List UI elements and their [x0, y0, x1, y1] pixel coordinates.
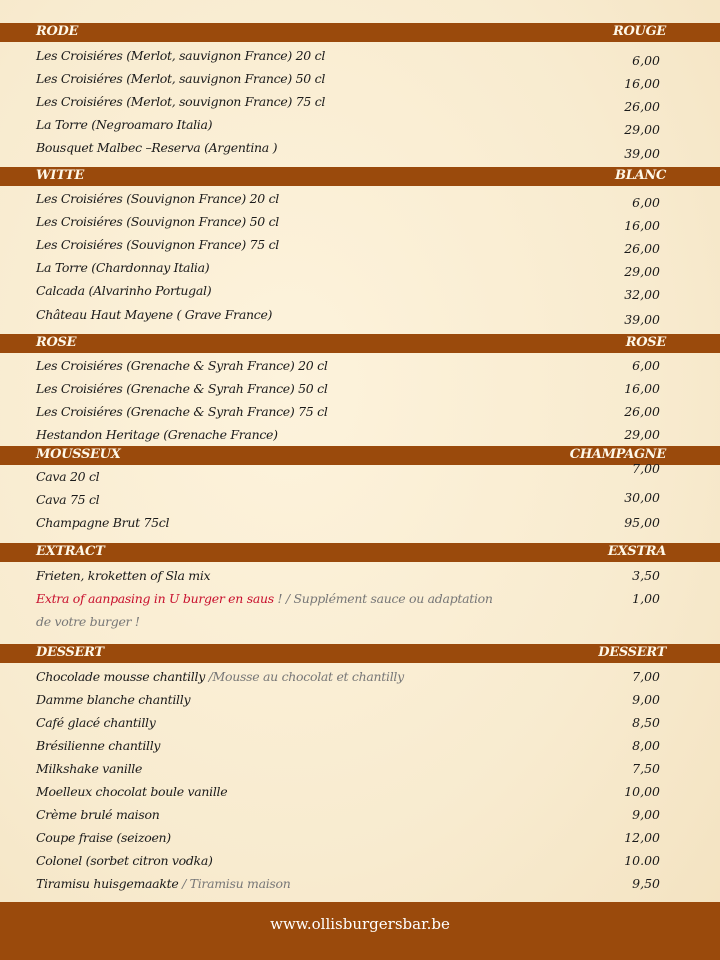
item-name: Tiramisu huisgemaakte — [36, 876, 179, 891]
section-header — [0, 543, 720, 562]
item-note: / Tiramisu maison — [178, 876, 291, 891]
section-title-nl: RODE — [36, 24, 79, 39]
item-price: 30,00 — [624, 490, 660, 505]
section-title-fr: EXSTRA — [607, 544, 666, 559]
item-note: /Mousse au chocolat et chantilly — [204, 669, 404, 684]
menu-item — [36, 715, 155, 731]
item-name: Les Croisiéres (Souvignon France) 20 cl — [36, 191, 279, 206]
item-name: Chocolade mousse chantilly — [36, 669, 205, 684]
menu-item — [36, 191, 279, 207]
menu-item — [36, 469, 99, 485]
item-name: Cava 75 cl — [36, 492, 100, 507]
section-header — [0, 446, 720, 465]
item-name: Hestandon Heritage (Grenache France) — [36, 427, 278, 442]
item-price: 3,50 — [632, 568, 660, 583]
item-price: 6,00 — [632, 53, 660, 68]
item-price: 7,50 — [632, 761, 660, 776]
item-price: 6,00 — [632, 195, 660, 210]
item-price: 39,00 — [624, 312, 660, 327]
item-name: Les Croisiéres (Grenache & Syrah France) 50 cl — [36, 381, 328, 396]
menu-item — [36, 738, 160, 754]
menu-item — [36, 381, 328, 397]
item-price: 16,00 — [624, 381, 660, 396]
item-price: 9,00 — [632, 807, 660, 822]
item-price: 26,00 — [624, 404, 660, 419]
item-name: Brésilienne chantilly — [36, 738, 161, 753]
item-name: Milkshake vanille — [36, 761, 143, 776]
menu-item — [36, 591, 493, 607]
item-name: Colonel (sorbet citron vodka) — [36, 853, 213, 868]
item-name: Extra of aanpasing in U burger en saus — [36, 591, 274, 606]
section-title-nl: WITTE — [36, 168, 84, 183]
item-price: 9,50 — [632, 876, 660, 891]
section-title-fr: ROUGE — [613, 24, 666, 39]
item-name: Les Croisiéres (Grenache & Syrah France) 20 cl — [36, 358, 328, 373]
item-name: Cava 20 cl — [36, 469, 100, 484]
menu-item — [36, 117, 212, 133]
website-link[interactable]: www.ollisburgersbar.be — [270, 915, 450, 933]
item-price: 29,00 — [624, 427, 660, 442]
item-name: Calcada (Alvarinho Portugal) — [36, 283, 212, 298]
item-name: La Torre (Chardonnay Italia) — [36, 260, 210, 275]
item-name: Château Haut Mayene ( Grave France) — [36, 307, 273, 322]
item-name: Coupe fraise (seizoen) — [36, 830, 171, 845]
section-header — [0, 23, 720, 42]
section-title-fr: BLANC — [615, 168, 666, 183]
section-title-nl: ROSE — [36, 335, 77, 350]
menu-item — [36, 876, 291, 892]
menu-item — [36, 614, 140, 630]
item-price: 16,00 — [624, 76, 660, 91]
item-price: 10.00 — [624, 853, 660, 868]
menu-item — [36, 568, 210, 584]
item-price: 7,00 — [632, 669, 660, 684]
item-name: Les Croisiéres (Souvignon France) 50 cl — [36, 214, 279, 229]
item-name: Les Croisiéres (Merlot, sauvignon France) 20 cl — [36, 48, 326, 63]
item-price: 8,00 — [632, 738, 660, 753]
item-price: 95,00 — [624, 515, 660, 530]
footer — [0, 902, 720, 960]
item-name: Champagne Brut 75cl — [36, 515, 170, 530]
item-name: La Torre (Negroamaro Italia) — [36, 117, 213, 132]
section-header — [0, 167, 720, 186]
item-name: Les Croisiéres (Merlot, sauvignon France) 50 cl — [36, 71, 326, 86]
item-price: 26,00 — [624, 99, 660, 114]
item-price: 26,00 — [624, 241, 660, 256]
item-price: 7,00 — [632, 461, 660, 476]
item-name: Bousquet Malbec –Reserva (Argentina ) — [36, 140, 278, 155]
item-name: Moelleux chocolat boule vanille — [36, 784, 228, 799]
section-title-nl: MOUSSEUX — [36, 447, 121, 462]
menu-item — [36, 427, 278, 443]
item-price: 12,00 — [624, 830, 660, 845]
item-name: Les Croisiéres (Merlot, souvignon France) 75 cl — [36, 94, 326, 109]
menu-item — [36, 784, 227, 800]
menu-item — [36, 260, 209, 276]
menu-item — [36, 830, 171, 846]
item-price: 6,00 — [632, 358, 660, 373]
menu-item — [36, 358, 328, 374]
menu-item — [36, 307, 272, 323]
menu-item — [36, 692, 190, 708]
menu-item — [36, 853, 213, 869]
item-name: Frieten, kroketten of Sla mix — [36, 568, 211, 583]
section-header — [0, 334, 720, 353]
menu-item — [36, 94, 325, 110]
item-name: Les Croisiéres (Souvignon France) 75 cl — [36, 237, 279, 252]
item-price: 39,00 — [624, 146, 660, 161]
item-price: 1,00 — [632, 591, 660, 606]
menu-item — [36, 214, 279, 230]
section-title-nl: EXTRACT — [36, 544, 105, 559]
menu-item — [36, 283, 211, 299]
item-price: 32,00 — [624, 287, 660, 302]
menu-item — [36, 404, 328, 420]
menu-item — [36, 761, 142, 777]
item-price: 16,00 — [624, 218, 660, 233]
menu-item — [36, 492, 99, 508]
section-title-fr: DESSERT — [598, 645, 666, 660]
menu-item — [36, 807, 159, 823]
menu-item — [36, 237, 279, 253]
menu-item — [36, 669, 404, 685]
item-name: Café glacé chantilly — [36, 715, 156, 730]
section-title-fr: CHAMPAGNE — [569, 447, 666, 462]
menu-item — [36, 140, 277, 156]
item-price: 10,00 — [624, 784, 660, 799]
item-note: ! / Supplément sauce ou adaptation — [273, 591, 493, 606]
item-price: 29,00 — [624, 122, 660, 137]
item-price: 8,50 — [632, 715, 660, 730]
item-name: Damme blanche chantilly — [36, 692, 191, 707]
section-header — [0, 644, 720, 663]
menu-item — [36, 48, 325, 64]
item-note: de votre burger ! — [36, 614, 140, 629]
section-title-nl: DESSERT — [36, 645, 104, 660]
section-title-fr: ROSE — [625, 335, 666, 350]
item-price: 9,00 — [632, 692, 660, 707]
menu-item — [36, 515, 169, 531]
item-name: Les Croisiéres (Grenache & Syrah France) 75 cl — [36, 404, 328, 419]
item-name: Crème brulé maison — [36, 807, 160, 822]
menu-item — [36, 71, 325, 87]
item-price: 29,00 — [624, 264, 660, 279]
